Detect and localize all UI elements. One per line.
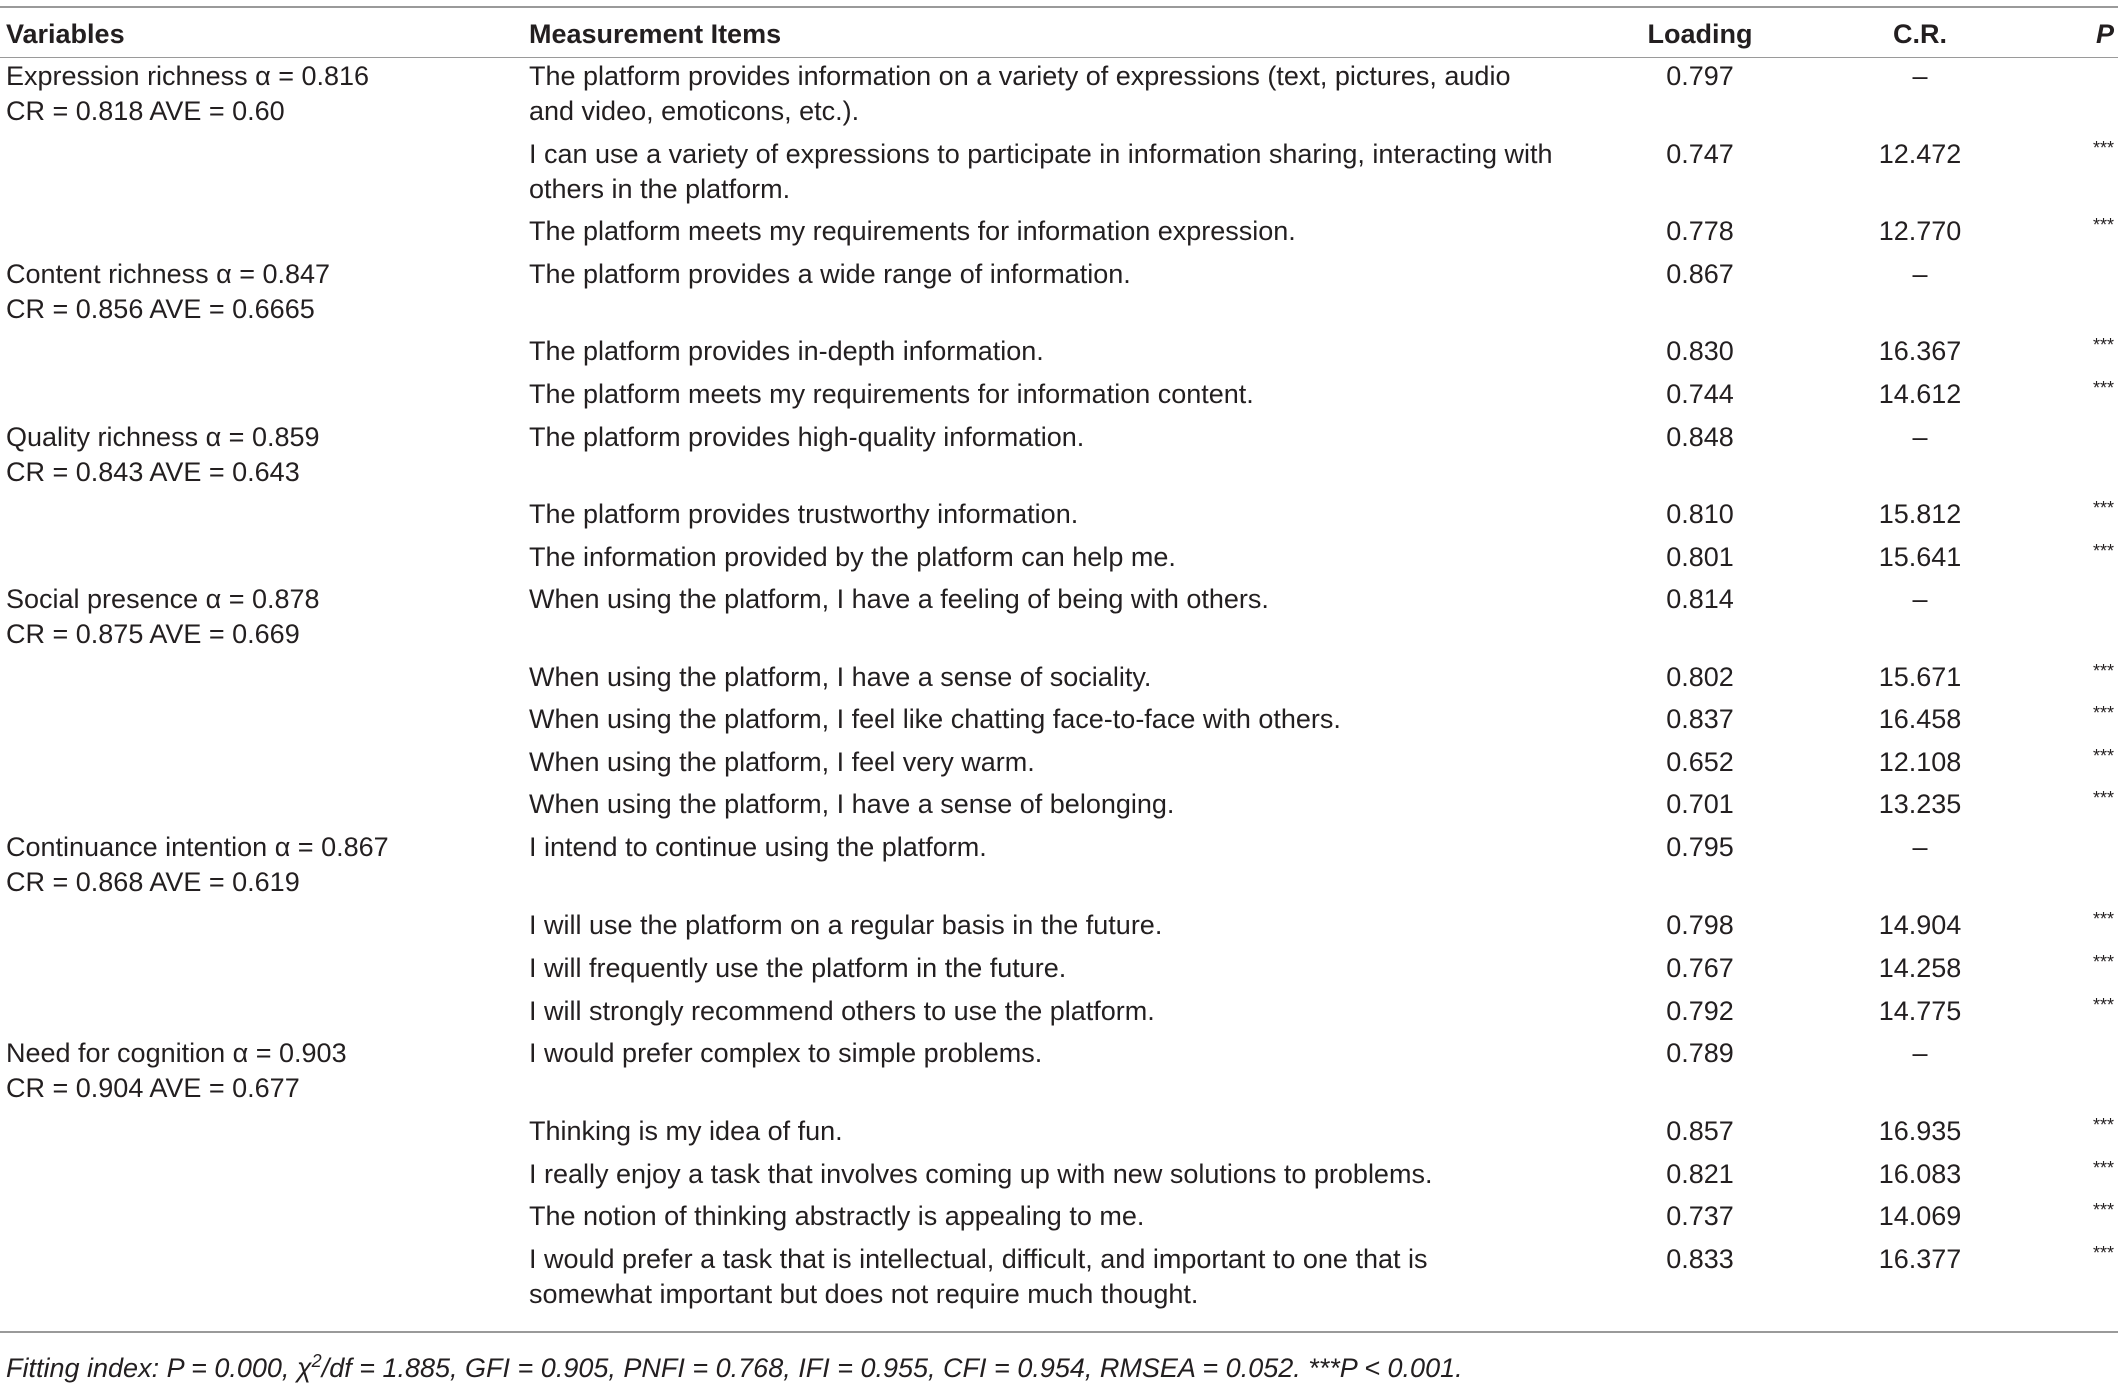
- cr-value: 14.612: [1878, 379, 1962, 409]
- loading-value: 0.797: [1666, 61, 1734, 91]
- p-value: ***: [2092, 138, 2114, 158]
- loading-value: 0.867: [1666, 259, 1734, 289]
- cr-value: 14.258: [1878, 953, 1962, 983]
- header-measurement-items: Measurement Items: [529, 19, 782, 49]
- top-rule: [0, 6, 2118, 8]
- variable-cell: [6, 1036, 516, 1106]
- variable-name: Social presence α = 0.878: [6, 584, 320, 614]
- loading-value: 0.821: [1666, 1159, 1734, 1189]
- p-value: ***: [2092, 746, 2114, 766]
- header-loading: Loading: [1647, 19, 1753, 49]
- cr-value: –: [1912, 584, 1928, 614]
- variable-cell: [6, 582, 516, 652]
- bottom-rule: [0, 1331, 2118, 1333]
- measurement-item-cell: [529, 334, 1539, 369]
- cr-value: 16.367: [1878, 336, 1962, 366]
- p-value: ***: [2092, 703, 2114, 723]
- loading-value: 0.778: [1666, 216, 1734, 246]
- measurement-item-cell: [529, 951, 1539, 986]
- measurement-item-line-1: The platform provides trustworthy information.: [529, 499, 1079, 529]
- p-value: ***: [2092, 995, 2114, 1015]
- footnote-text-start: Fitting index: P = 0.000, χ: [6, 1353, 312, 1383]
- measurement-item-cell: [529, 1036, 1539, 1071]
- cr-value: 13.235: [1878, 789, 1962, 819]
- cr-value: 14.904: [1878, 910, 1962, 940]
- cr-value: –: [1912, 1038, 1928, 1068]
- variable-stats: CR = 0.843 AVE = 0.643: [6, 457, 300, 487]
- measurement-item-cell: [529, 745, 1539, 780]
- measurement-item-line-1: When using the platform, I have a feeling of being with others.: [529, 584, 1269, 614]
- loading-value: 0.744: [1666, 379, 1734, 409]
- measurement-item-cell: [529, 137, 1553, 207]
- loading-value: 0.747: [1666, 139, 1734, 169]
- cr-value: 15.641: [1878, 542, 1962, 572]
- variable-stats: CR = 0.875 AVE = 0.669: [6, 619, 300, 649]
- measurement-item-line-1: The information provided by the platform can help me.: [529, 542, 1176, 572]
- variable-stats: CR = 0.868 AVE = 0.619: [6, 867, 300, 897]
- p-value: ***: [2092, 541, 2114, 561]
- p-value: ***: [2092, 909, 2114, 929]
- variable-stats: CR = 0.856 AVE = 0.6665: [6, 294, 315, 324]
- loading-value: 0.837: [1666, 704, 1734, 734]
- p-value: ***: [2092, 952, 2114, 972]
- variable-name: Need for cognition α = 0.903: [6, 1038, 347, 1068]
- cr-value: 14.775: [1878, 996, 1962, 1026]
- cr-value: 12.472: [1878, 139, 1962, 169]
- loading-value: 0.795: [1666, 832, 1734, 862]
- measurement-item-line-1: I intend to continue using the platform.: [529, 832, 987, 862]
- loading-value: 0.652: [1666, 747, 1734, 777]
- variable-stats: CR = 0.904 AVE = 0.677: [6, 1073, 300, 1103]
- measurement-item-cell: [529, 660, 1539, 695]
- measurement-item-line-1: The platform meets my requirements for information content.: [529, 379, 1254, 409]
- measurement-item-line-1: I really enjoy a task that involves coming up with new solutions to problems.: [529, 1159, 1433, 1189]
- table-footnote: [6, 1343, 1463, 1386]
- measurement-item-line-1: Thinking is my idea of fun.: [529, 1116, 843, 1146]
- variable-cell: [6, 257, 516, 327]
- measurement-item-cell: [529, 1199, 1539, 1234]
- measurement-item-line-1: The platform provides high-quality information.: [529, 422, 1085, 452]
- measurement-item-line-1: I will use the platform on a regular basis in the future.: [529, 910, 1163, 940]
- loading-value: 0.701: [1666, 789, 1734, 819]
- cr-value: 15.812: [1878, 499, 1962, 529]
- p-value: ***: [2092, 378, 2114, 398]
- variable-stats: CR = 0.818 AVE = 0.60: [6, 96, 285, 126]
- measurement-item-cell: [529, 257, 1539, 292]
- loading-value: 0.830: [1666, 336, 1734, 366]
- p-value: ***: [2092, 335, 2114, 355]
- p-value: ***: [2092, 788, 2114, 808]
- measurement-item-cell: [529, 214, 1539, 249]
- loading-value: 0.857: [1666, 1116, 1734, 1146]
- variable-name: Continuance intention α = 0.867: [6, 832, 389, 862]
- cr-value: 16.377: [1878, 1244, 1962, 1274]
- measurement-item-line-1: When using the platform, I feel like chatting face-to-face with others.: [529, 704, 1341, 734]
- variable-name: Quality richness α = 0.859: [6, 422, 320, 452]
- variable-name: Expression richness α = 0.816: [6, 61, 370, 91]
- footnote-text-end: /df = 1.885, GFI = 0.905, PNFI = 0.768, IFI = 0.955, CFI = 0.954, RMSEA = 0.052. ***P < 0.001.: [321, 1353, 1463, 1383]
- cr-value: 16.083: [1878, 1159, 1962, 1189]
- loading-value: 0.814: [1666, 584, 1734, 614]
- p-value: ***: [2092, 1158, 2114, 1178]
- measurement-item-line-2: and video, emoticons, etc.).: [529, 96, 860, 126]
- loading-value: 0.801: [1666, 542, 1734, 572]
- cr-value: –: [1912, 422, 1928, 452]
- loading-value: 0.789: [1666, 1038, 1734, 1068]
- cr-value: 15.671: [1878, 662, 1962, 692]
- measurement-item-line-1: When using the platform, I have a sense of sociality.: [529, 662, 1152, 692]
- variable-name: Content richness α = 0.847: [6, 259, 331, 289]
- measurement-item-cell: [529, 908, 1539, 943]
- measurement-item-line-1: The platform meets my requirements for information expression.: [529, 216, 1296, 246]
- measurement-item-line-1: The platform provides a wide range of information.: [529, 259, 1131, 289]
- measurement-item-cell: [529, 377, 1539, 412]
- p-value: ***: [2092, 1243, 2114, 1263]
- cr-value: –: [1912, 61, 1928, 91]
- p-value: ***: [2092, 661, 2114, 681]
- measurement-item-line-1: The platform provides in-depth information.: [529, 336, 1044, 366]
- measurement-item-cell: [529, 582, 1539, 617]
- cr-value: 16.458: [1878, 704, 1962, 734]
- cr-value: 12.770: [1878, 216, 1962, 246]
- cr-value: 16.935: [1878, 1116, 1962, 1146]
- footnote-superscript: 2: [311, 1351, 322, 1371]
- cr-value: –: [1912, 832, 1928, 862]
- header-variables: Variables: [6, 19, 125, 49]
- measurement-item-line-1: The platform provides information on a variety of expressions (text, pictures, audio: [529, 61, 1511, 91]
- variable-cell: [6, 420, 516, 490]
- loading-value: 0.810: [1666, 499, 1734, 529]
- measurement-item-cell: [529, 497, 1539, 532]
- loading-value: 0.792: [1666, 996, 1734, 1026]
- measurement-item-cell: [529, 420, 1539, 455]
- measurement-item-line-2: others in the platform.: [529, 174, 791, 204]
- loading-value: 0.737: [1666, 1201, 1734, 1231]
- header-p: P: [2095, 19, 2114, 49]
- measurement-item-line-1: I would prefer complex to simple problems.: [529, 1038, 1043, 1068]
- measurement-item-cell: [529, 1242, 1539, 1312]
- header-cr: C.R.: [1893, 19, 1947, 49]
- loading-value: 0.802: [1666, 662, 1734, 692]
- cr-value: 12.108: [1878, 747, 1962, 777]
- measurement-item-cell: [529, 1157, 1539, 1192]
- measurement-item-line-1: I would prefer a task that is intellectual, difficult, and important to one that is: [529, 1244, 1428, 1274]
- cr-value: –: [1912, 259, 1928, 289]
- measurement-item-cell: [529, 59, 1539, 129]
- p-value: ***: [2092, 498, 2114, 518]
- measurement-item-line-1: The notion of thinking abstractly is appealing to me.: [529, 1201, 1145, 1231]
- measurement-item-line-2: somewhat important but does not require much thought.: [529, 1279, 1199, 1309]
- cr-value: 14.069: [1878, 1201, 1962, 1231]
- p-value: ***: [2092, 1115, 2114, 1135]
- measurement-item-cell: [529, 787, 1539, 822]
- loading-value: 0.833: [1666, 1244, 1734, 1274]
- variable-cell: [6, 59, 516, 129]
- measurement-item-line-1: I will frequently use the platform in the future.: [529, 953, 1067, 983]
- measurement-item-line-1: When using the platform, I have a sense of belonging.: [529, 789, 1175, 819]
- measurement-item-line-1: When using the platform, I feel very warm.: [529, 747, 1035, 777]
- measurement-item-cell: [529, 994, 1539, 1029]
- variable-cell: [6, 830, 516, 900]
- loading-value: 0.767: [1666, 953, 1734, 983]
- p-value: ***: [2092, 215, 2114, 235]
- loading-value: 0.798: [1666, 910, 1734, 940]
- measurement-item-cell: [529, 702, 1539, 737]
- header-rule: [0, 57, 2118, 58]
- measurement-item-cell: [529, 540, 1539, 575]
- measurement-item-cell: [529, 1114, 1539, 1149]
- measurement-item-cell: [529, 830, 1539, 865]
- measurement-item-line-1: I will strongly recommend others to use the platform.: [529, 996, 1155, 1026]
- p-value: ***: [2092, 1200, 2114, 1220]
- loading-value: 0.848: [1666, 422, 1734, 452]
- measurement-item-line-1: I can use a variety of expressions to participate in information sharing, interacting with: [529, 139, 1553, 169]
